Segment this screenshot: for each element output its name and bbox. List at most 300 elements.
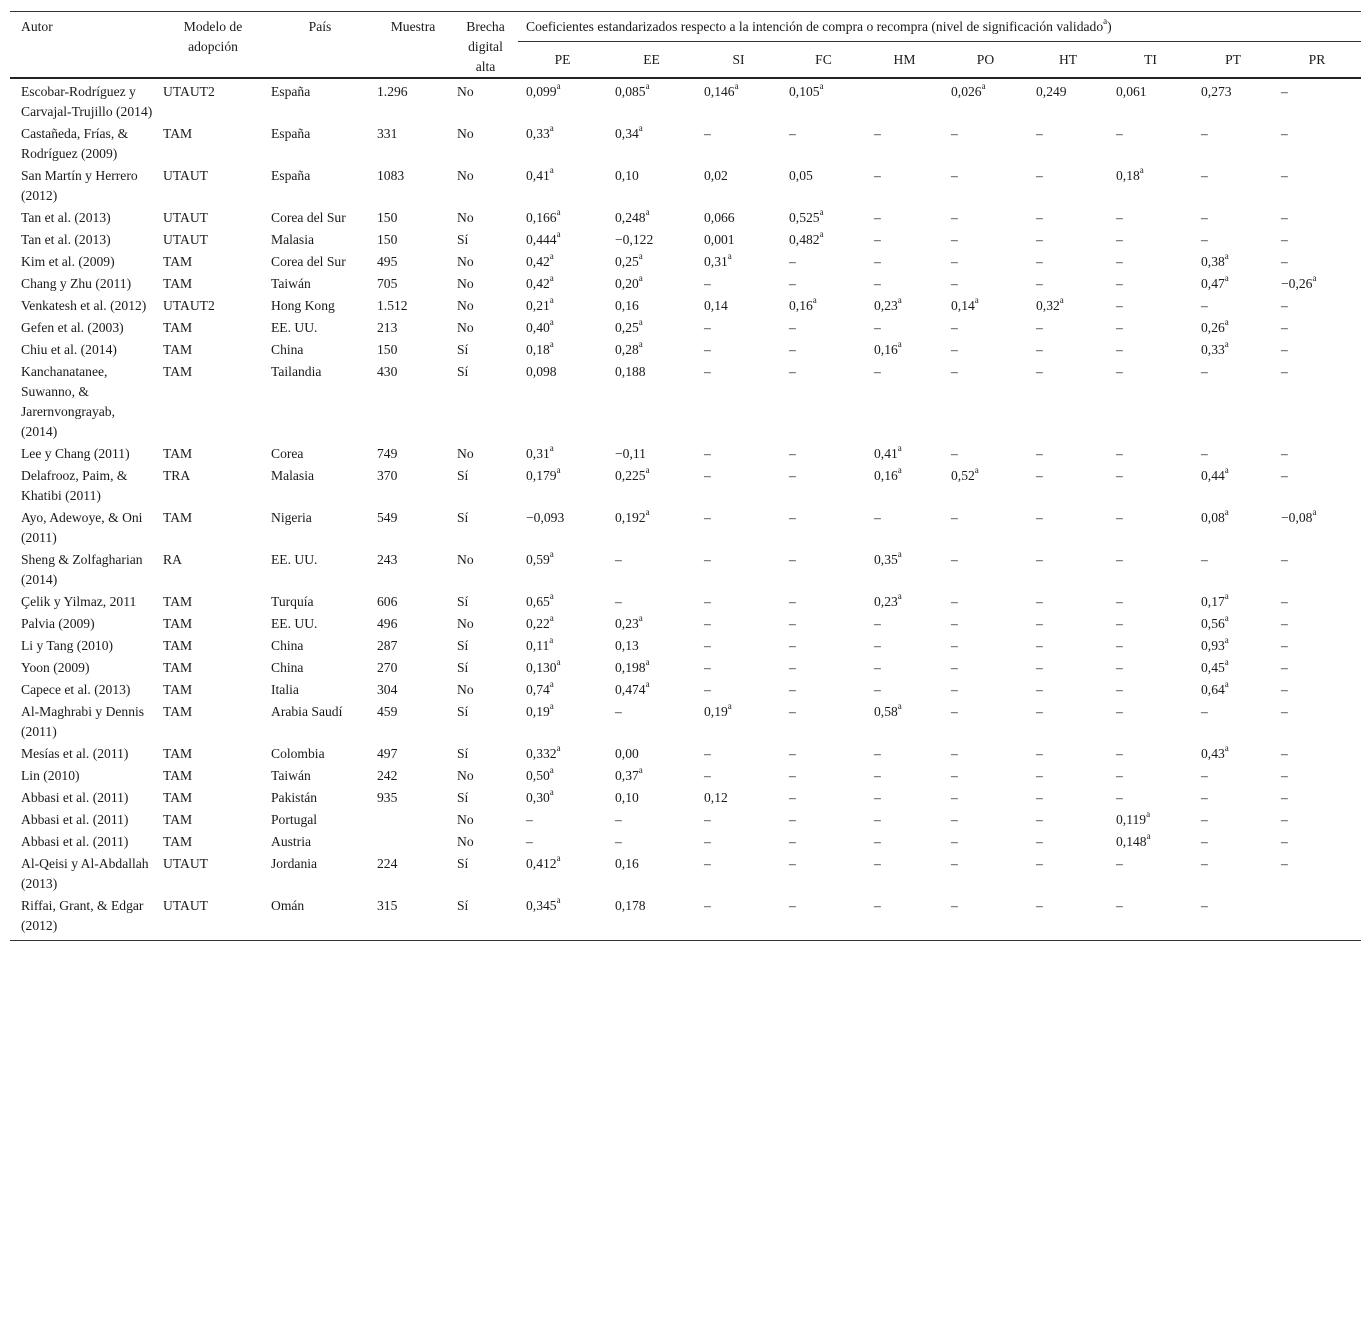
coef-value: – [789, 660, 796, 675]
coef-value: – [874, 168, 881, 183]
coef-value: – [1116, 276, 1123, 291]
cell-coef-si [696, 809, 781, 831]
table-row [10, 679, 1361, 701]
cell-coef-pe [518, 613, 607, 635]
coef-value: 0,31 [704, 254, 728, 269]
coef-significance-mark: a [1312, 273, 1317, 284]
coef-value: – [951, 660, 958, 675]
cell-coef-pt [1193, 273, 1273, 295]
coef-value: – [1116, 660, 1123, 675]
coef-value: – [1116, 510, 1123, 525]
cell-coef-pt [1193, 165, 1273, 207]
cell-pais: EE. UU. [271, 552, 318, 567]
cell-coef-si [696, 831, 781, 853]
coef-significance-mark: a [727, 251, 732, 262]
cell-coef-po [943, 507, 1028, 549]
coef-value: 0,56 [1201, 616, 1225, 631]
coef-value: – [1281, 660, 1288, 675]
coef-value: 0,16 [789, 298, 813, 313]
cell-coef-ht [1028, 549, 1108, 591]
coef-value: – [1201, 232, 1208, 247]
coef-significance-mark: a [1224, 743, 1229, 754]
cell-coef-po [943, 657, 1028, 679]
cell-coef-hm [866, 317, 943, 339]
cell-autor: Riffai, Grant, & Edgar (2012) [21, 898, 144, 933]
cell-coef-fc [781, 273, 866, 295]
coef-value: – [874, 812, 881, 827]
cell-autor: Venkatesh et al. (2012) [21, 298, 147, 313]
cell-brecha: Sí [457, 704, 469, 719]
cell-brecha: No [457, 682, 474, 697]
cell-coef-fc [781, 743, 866, 765]
coef-value: – [874, 660, 881, 675]
cell-brecha: Sí [457, 342, 469, 357]
coef-value: – [704, 682, 711, 697]
cell-coef-pe [518, 78, 607, 123]
cell-coef-pt [1193, 613, 1273, 635]
coef-value: – [951, 682, 958, 697]
coef-value: – [704, 594, 711, 609]
coef-value: – [789, 126, 796, 141]
coef-value: – [1281, 126, 1288, 141]
cell-coef-hm [866, 251, 943, 273]
coef-value: – [1116, 790, 1123, 805]
coef-value: – [1116, 616, 1123, 631]
table-row [10, 895, 1361, 941]
coef-value: 0,179 [526, 468, 557, 483]
coef-value: – [951, 510, 958, 525]
cell-pais: EE. UU. [271, 320, 318, 335]
coef-value: – [1036, 616, 1043, 631]
coef-significance-mark: a [549, 443, 554, 454]
coef-value: 0,34 [615, 126, 639, 141]
coef-value: – [1281, 446, 1288, 461]
cell-coef-hm [866, 743, 943, 765]
header-po: PO [943, 42, 1028, 79]
coef-value: – [704, 276, 711, 291]
coef-significance-mark: a [645, 465, 650, 476]
cell-coef-ee [607, 207, 696, 229]
coef-value: 0,14 [704, 298, 728, 313]
cell-coef-ti [1108, 549, 1193, 591]
cell-coef-hm [866, 295, 943, 317]
coef-value: – [704, 834, 711, 849]
coef-value: 0,21 [526, 298, 550, 313]
coef-value: – [1281, 320, 1288, 335]
coef-value: 0,41 [874, 446, 898, 461]
coef-value: – [951, 210, 958, 225]
coef-value: – [874, 746, 881, 761]
coef-significance-mark: a [645, 81, 650, 92]
coef-significance-mark: a [556, 657, 561, 668]
table-header [10, 12, 1361, 79]
coef-value: – [951, 364, 958, 379]
cell-coef-po [943, 251, 1028, 273]
cell-coef-pr [1273, 657, 1361, 679]
coef-value: – [1281, 342, 1288, 357]
cell-coef-hm [866, 443, 943, 465]
coef-significance-mark: a [549, 549, 554, 560]
cell-coef-ee [607, 251, 696, 273]
cell-coef-si [696, 787, 781, 809]
coef-value: – [789, 638, 796, 653]
coef-value: – [1281, 616, 1288, 631]
cell-muestra: 495 [377, 254, 398, 269]
coef-value: – [704, 660, 711, 675]
cell-modelo: UTAUT [163, 168, 208, 183]
table-row [10, 743, 1361, 765]
coef-value: −0,08 [1281, 510, 1313, 525]
cell-coef-pe [518, 361, 607, 443]
table-row [10, 251, 1361, 273]
cell-modelo: TAM [163, 446, 193, 461]
coef-value: – [1036, 168, 1043, 183]
coef-significance-mark: a [549, 273, 554, 284]
coef-significance-mark: a [645, 657, 650, 668]
coef-significance-mark: a [897, 591, 902, 602]
table-row [10, 549, 1361, 591]
cell-modelo: TAM [163, 320, 193, 335]
coef-value: – [615, 704, 622, 719]
coef-value: 0,17 [1201, 594, 1225, 609]
coef-value: – [1116, 638, 1123, 653]
cell-coef-ht [1028, 787, 1108, 809]
cell-coef-fc [781, 809, 866, 831]
cell-coef-po [943, 591, 1028, 613]
cell-coef-pt [1193, 465, 1273, 507]
coef-value: – [789, 898, 796, 913]
cell-coef-ee [607, 165, 696, 207]
coef-value: 0,225 [615, 468, 646, 483]
coef-value: 0,105 [789, 84, 820, 99]
cell-coef-ee [607, 787, 696, 809]
coef-value: – [1201, 834, 1208, 849]
cell-coef-ht [1028, 613, 1108, 635]
coef-significance-mark: a [549, 295, 554, 306]
coef-value: – [874, 210, 881, 225]
cell-coef-pr [1273, 251, 1361, 273]
coef-value: – [951, 232, 958, 247]
coef-value: 0,32 [1036, 298, 1060, 313]
cell-coef-ee [607, 809, 696, 831]
coef-value: – [789, 552, 796, 567]
cell-coef-si [696, 701, 781, 743]
cell-pais: Italia [271, 682, 299, 697]
coef-value: 0,332 [526, 746, 557, 761]
cell-pais: China [271, 638, 304, 653]
cell-coef-ti [1108, 507, 1193, 549]
coef-value: 0,146 [704, 84, 735, 99]
coef-significance-mark: a [819, 81, 824, 92]
coef-value: – [1036, 276, 1043, 291]
cell-modelo: UTAUT2 [163, 298, 215, 313]
cell-coef-ti [1108, 165, 1193, 207]
cell-coef-ee [607, 339, 696, 361]
cell-coef-pr [1273, 787, 1361, 809]
table-row [10, 443, 1361, 465]
coef-value: – [1281, 834, 1288, 849]
cell-coef-pe [518, 443, 607, 465]
coef-value: – [1036, 812, 1043, 827]
cell-coef-ht [1028, 657, 1108, 679]
cell-brecha: No [457, 276, 474, 291]
coef-value: – [874, 898, 881, 913]
cell-brecha: No [457, 616, 474, 631]
cell-coef-si [696, 251, 781, 273]
cell-coef-pt [1193, 443, 1273, 465]
cell-modelo: TAM [163, 254, 193, 269]
coef-value: – [1201, 790, 1208, 805]
cell-coef-si [696, 743, 781, 765]
cell-coef-ti [1108, 295, 1193, 317]
coef-value: – [1036, 704, 1043, 719]
cell-coef-ti [1108, 251, 1193, 273]
table-row [10, 317, 1361, 339]
cell-coef-ht [1028, 339, 1108, 361]
cell-coef-pe [518, 831, 607, 853]
cell-autor: Tan et al. (2013) [21, 210, 111, 225]
cell-coef-hm [866, 701, 943, 743]
cell-muestra: 459 [377, 704, 398, 719]
coef-value: – [1116, 704, 1123, 719]
coef-value: – [789, 446, 796, 461]
cell-muestra: 150 [377, 342, 398, 357]
coef-value: 0,16 [874, 342, 898, 357]
cell-coef-ee [607, 123, 696, 165]
coef-value: – [704, 126, 711, 141]
coef-value: – [951, 898, 958, 913]
cell-autor: Abbasi et al. (2011) [21, 834, 129, 849]
coef-value: – [789, 594, 796, 609]
cell-coef-fc [781, 251, 866, 273]
cell-autor: Mesías et al. (2011) [21, 746, 129, 761]
cell-muestra: 270 [377, 660, 398, 675]
cell-coef-ti [1108, 743, 1193, 765]
cell-coef-pr [1273, 273, 1361, 295]
cell-pais: Corea [271, 446, 304, 461]
coef-value: – [1116, 342, 1123, 357]
cell-brecha: Sí [457, 232, 469, 247]
cell-brecha: No [457, 298, 474, 313]
cell-coef-pt [1193, 339, 1273, 361]
cell-coef-si [696, 591, 781, 613]
coef-significance-mark: a [556, 207, 561, 218]
cell-autor: Çelik y Yilmaz, 2011 [21, 594, 137, 609]
coef-value: – [951, 834, 958, 849]
cell-coef-ee [607, 853, 696, 895]
cell-coef-ee [607, 657, 696, 679]
cell-modelo: TAM [163, 812, 193, 827]
cell-pais: España [271, 168, 311, 183]
coef-value: 0,50 [526, 768, 550, 783]
cell-muestra: 935 [377, 790, 398, 805]
coef-value: – [951, 446, 958, 461]
cell-coef-pt [1193, 295, 1273, 317]
coef-significance-mark: a [897, 701, 902, 712]
coef-value: – [1201, 768, 1208, 783]
coef-value: – [951, 168, 958, 183]
coef-value: 0,22 [526, 616, 550, 631]
cell-coef-ee [607, 78, 696, 123]
cell-coef-hm [866, 809, 943, 831]
cell-coef-si [696, 549, 781, 591]
cell-coef-ti [1108, 207, 1193, 229]
cell-coef-pe [518, 165, 607, 207]
cell-coef-pe [518, 853, 607, 895]
cell-coef-ee [607, 317, 696, 339]
coef-value: 0,444 [526, 232, 557, 247]
coef-value: – [1036, 768, 1043, 783]
cell-coef-ti [1108, 895, 1193, 941]
cell-coef-fc [781, 549, 866, 591]
cell-brecha: No [457, 84, 474, 99]
coef-value: – [789, 768, 796, 783]
coef-significance-mark: a [1312, 507, 1317, 518]
cell-coef-hm [866, 591, 943, 613]
coef-value: – [1281, 84, 1288, 99]
cell-coef-fc [781, 295, 866, 317]
cell-coef-pr [1273, 895, 1361, 941]
coef-value: – [1116, 682, 1123, 697]
cell-brecha: Sí [457, 746, 469, 761]
cell-coef-ee [607, 679, 696, 701]
coef-value: – [1036, 552, 1043, 567]
cell-coef-si [696, 339, 781, 361]
cell-muestra: 331 [377, 126, 398, 141]
coef-significance-mark: a [638, 317, 643, 328]
cell-brecha: No [457, 168, 474, 183]
cell-brecha: No [457, 812, 474, 827]
cell-coef-po [943, 443, 1028, 465]
cell-coef-fc [781, 853, 866, 895]
cell-coef-ee [607, 591, 696, 613]
cell-coef-po [943, 853, 1028, 895]
cell-coef-pr [1273, 295, 1361, 317]
cell-coef-hm [866, 123, 943, 165]
cell-coef-hm [866, 679, 943, 701]
coef-significance-mark: a [549, 765, 554, 776]
coef-value: – [1036, 126, 1043, 141]
coef-value: – [1036, 638, 1043, 653]
cell-coef-ht [1028, 831, 1108, 853]
cell-pais: Arabia Saudí [271, 704, 343, 719]
coef-significance-mark: a [556, 853, 561, 864]
cell-coef-po [943, 339, 1028, 361]
cell-coef-ht [1028, 273, 1108, 295]
coef-value: 0,148 [1116, 834, 1147, 849]
coef-value: 0,20 [615, 276, 639, 291]
cell-coef-ee [607, 443, 696, 465]
coef-significance-mark: a [549, 123, 554, 134]
cell-coef-pt [1193, 251, 1273, 273]
coef-value: – [1281, 768, 1288, 783]
coef-significance-mark: a [549, 339, 554, 350]
coef-value: −0,26 [1281, 276, 1313, 291]
cell-modelo: UTAUT [163, 898, 208, 913]
cell-muestra: 287 [377, 638, 398, 653]
cell-coef-hm [866, 765, 943, 787]
cell-brecha: No [457, 768, 474, 783]
cell-coef-ti [1108, 123, 1193, 165]
cell-coef-pr [1273, 123, 1361, 165]
cell-muestra: 606 [377, 594, 398, 609]
coef-significance-mark: a [1224, 613, 1229, 624]
table-row [10, 809, 1361, 831]
cell-coef-si [696, 635, 781, 657]
cell-coef-ti [1108, 361, 1193, 443]
cell-pais: Pakistán [271, 790, 318, 805]
cell-coef-si [696, 657, 781, 679]
coef-value: 0,474 [615, 682, 646, 697]
coef-value: – [874, 790, 881, 805]
coef-significance-mark: a [645, 507, 650, 518]
coef-value: – [1036, 746, 1043, 761]
coef-value: – [789, 364, 796, 379]
cell-coef-po [943, 679, 1028, 701]
cell-coef-fc [781, 207, 866, 229]
coef-value: 0,40 [526, 320, 550, 335]
coef-value: 0,13 [615, 638, 639, 653]
cell-coef-po [943, 787, 1028, 809]
coef-value: – [1201, 298, 1208, 313]
coef-value: – [789, 342, 796, 357]
table-row [10, 701, 1361, 743]
cell-coef-po [943, 465, 1028, 507]
cell-coef-ht [1028, 591, 1108, 613]
coef-value: – [526, 834, 533, 849]
coef-significance-mark: a [1139, 165, 1144, 176]
cell-modelo: UTAUT [163, 232, 208, 247]
coef-value: – [1116, 898, 1123, 913]
cell-coef-hm [866, 339, 943, 361]
cell-coef-ti [1108, 78, 1193, 123]
cell-coef-ti [1108, 465, 1193, 507]
cell-coef-si [696, 229, 781, 251]
coef-value: 0,11 [526, 638, 550, 653]
cell-coef-ti [1108, 701, 1193, 743]
cell-brecha: No [457, 210, 474, 225]
coef-significance-mark: a [1059, 295, 1064, 306]
cell-coef-ht [1028, 78, 1108, 123]
header-brecha: Brecha digital alta [453, 12, 518, 79]
cell-coef-pe [518, 123, 607, 165]
cell-coef-pr [1273, 831, 1361, 853]
cell-muestra: 304 [377, 682, 398, 697]
cell-coef-fc [781, 443, 866, 465]
cell-modelo: TAM [163, 660, 193, 675]
coef-value: – [615, 552, 622, 567]
table-row [10, 295, 1361, 317]
coef-value: – [1281, 812, 1288, 827]
cell-coef-si [696, 295, 781, 317]
coef-value: – [1281, 682, 1288, 697]
coef-value: −0,11 [615, 446, 646, 461]
cell-coef-pr [1273, 853, 1361, 895]
header-pt: PT [1193, 42, 1273, 79]
coef-value: – [1281, 232, 1288, 247]
cell-coef-ht [1028, 207, 1108, 229]
coef-value: 0,30 [526, 790, 550, 805]
coef-value: – [951, 594, 958, 609]
coef-value: – [874, 254, 881, 269]
coef-significance-mark: a [897, 443, 902, 454]
coef-value: – [951, 342, 958, 357]
cell-coef-po [943, 831, 1028, 853]
cell-autor: Delafrooz, Paim, & Khatibi (2011) [21, 468, 128, 503]
cell-coef-ht [1028, 701, 1108, 743]
cell-coef-si [696, 507, 781, 549]
coef-value: 0,14 [951, 298, 975, 313]
